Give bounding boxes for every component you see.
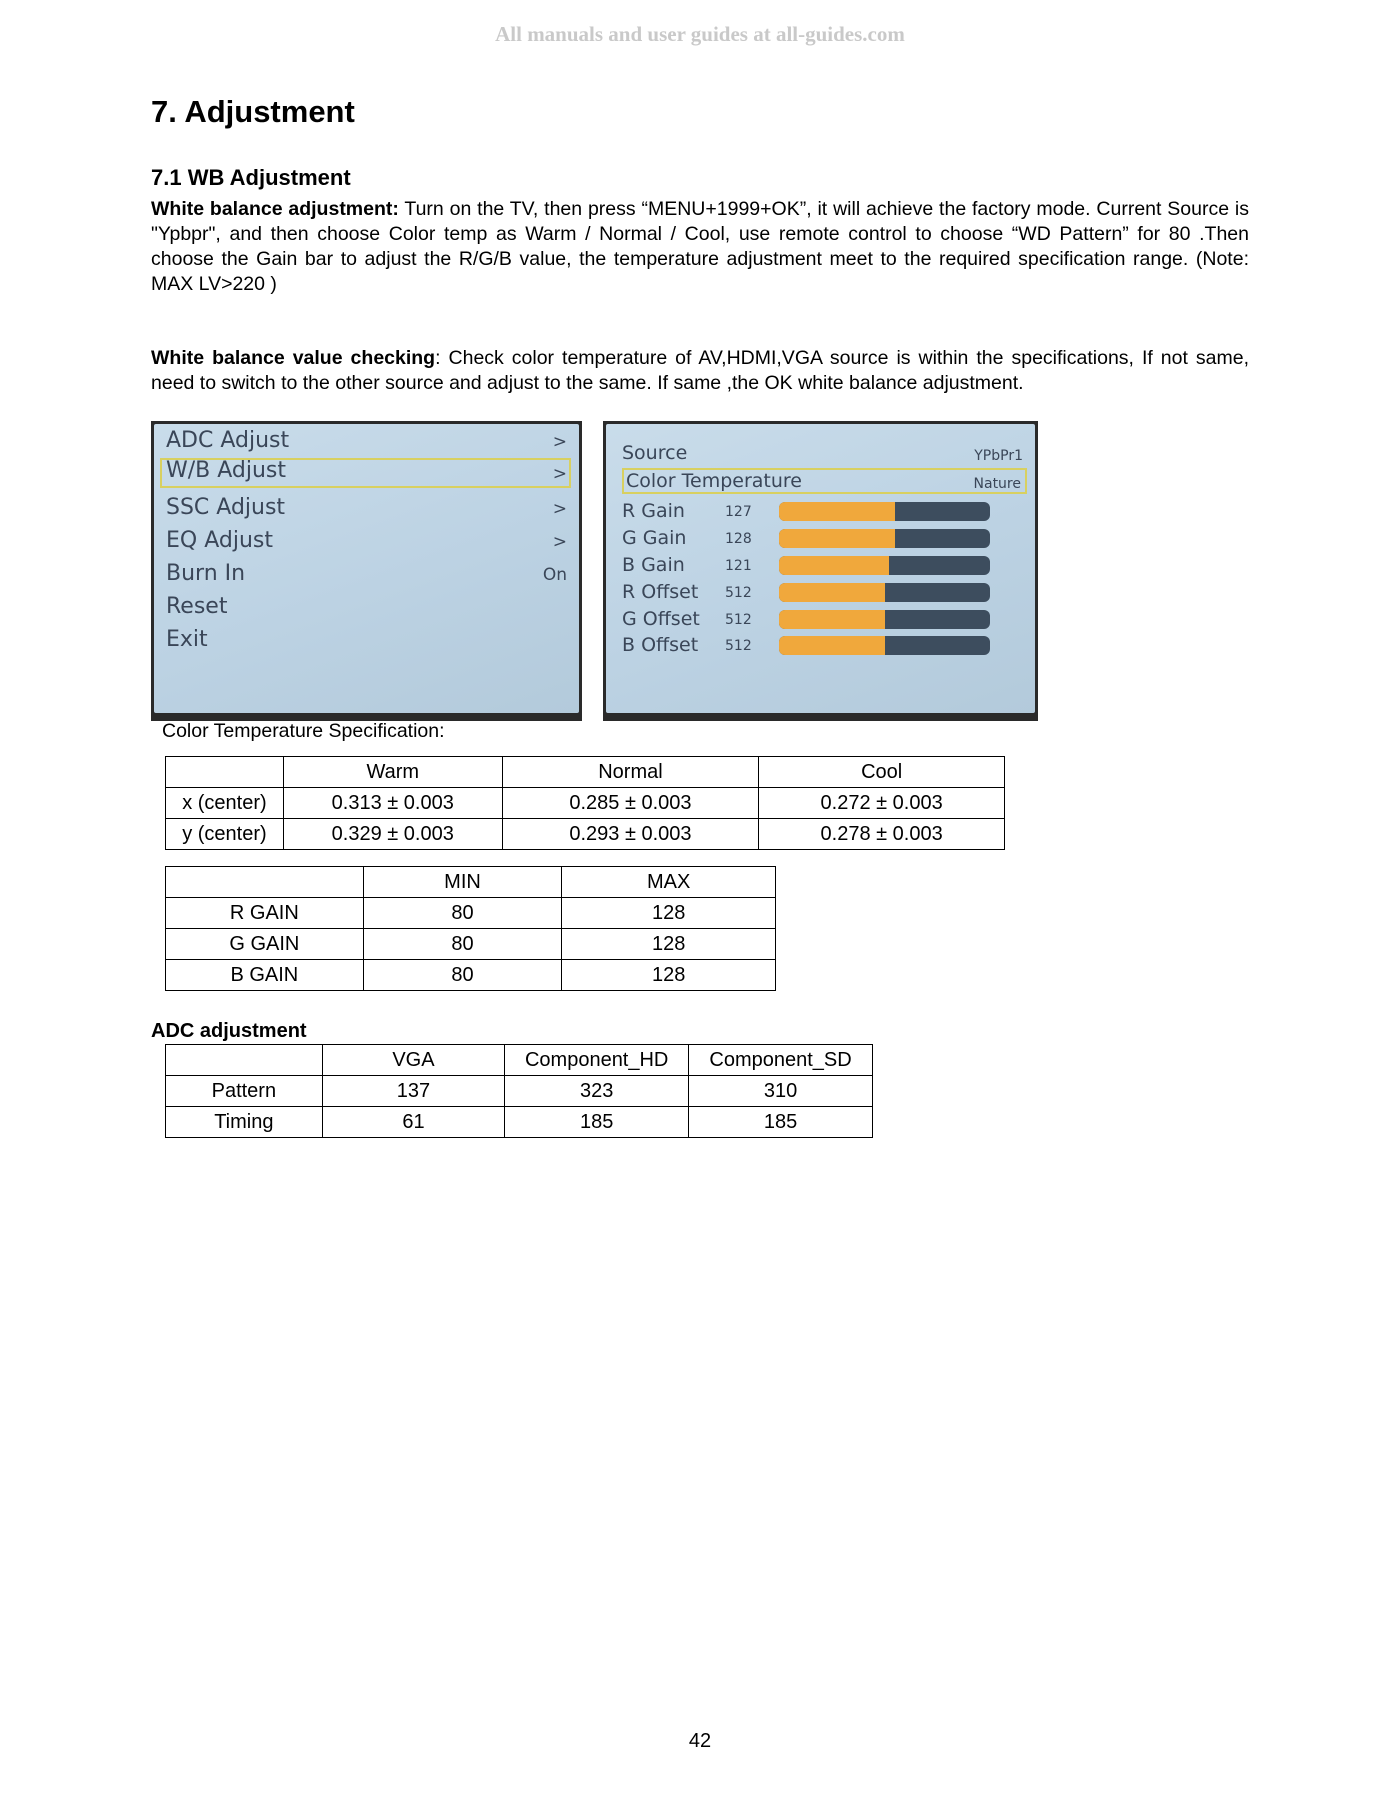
wb-row-bar <box>779 502 990 521</box>
wb-row-value: 512 <box>725 585 752 601</box>
wb-row-bar-fill <box>779 583 885 602</box>
factory-menu-screen <box>154 424 579 713</box>
table-cell: Timing <box>166 1107 323 1138</box>
wb-adjustment-text: Turn on the TV, then press “MENU+1999+OK”, it will achieve the factory mode. Current Source is "Ypbpr", and then choose Color temp as Warm / Normal / Cool, use remote control to choose “WD Pattern” for 80 .Then choose the Gain bar to adjust the R/G/B value, the temperature adjustment meet to the required specification range. (Note: MAX LV>220 ) <box>151 198 1249 295</box>
table-header-row <box>166 1045 873 1076</box>
menu-item-label: SSC Adjust <box>166 495 286 520</box>
table-cell: 61 <box>322 1107 505 1138</box>
menu-item-eq-adjust <box>162 528 569 558</box>
wb-source-value: YPbPr1 <box>974 448 1023 464</box>
wb-row-g-offset <box>622 606 1027 632</box>
table-header-row <box>166 757 1005 788</box>
wb-color-temp-value: Nature <box>973 476 1021 492</box>
table-cell: 128 <box>562 929 776 960</box>
table-header-cell: VGA <box>322 1045 505 1076</box>
table-cell: 137 <box>322 1076 505 1107</box>
table-cell: 0.329 ± 0.003 <box>283 819 502 850</box>
subsection-title: 7.1 WB Adjustment <box>151 165 351 190</box>
wb-row-bar <box>779 556 990 575</box>
table-header-cell: MIN <box>363 867 562 898</box>
wb-row-bar <box>779 583 990 602</box>
wb-row-value: 121 <box>725 558 752 574</box>
wb-adjustment-paragraph <box>151 197 1249 297</box>
wb-row-bar-fill <box>779 529 895 548</box>
table-header-cell: Component_SD <box>689 1045 873 1076</box>
table-cell <box>166 757 284 788</box>
watermark: All manuals and user guides at all-guides.com <box>495 22 905 46</box>
menu-item-ssc-adjust <box>162 495 569 525</box>
menu-item-label: Reset <box>166 594 228 619</box>
table-cell: 80 <box>363 898 562 929</box>
table-row <box>166 1107 873 1138</box>
gain-table <box>165 866 776 991</box>
table-cell: 310 <box>689 1076 873 1107</box>
table-cell: 128 <box>562 960 776 991</box>
page-number: 42 <box>688 1730 712 1752</box>
menu-item-label: Exit <box>166 627 208 652</box>
wb-row-label: G Offset <box>622 608 700 630</box>
wb-checking-paragraph <box>151 346 1249 396</box>
wb-row-bar <box>779 636 990 655</box>
wb-checking-lead: White balance value checking <box>151 347 436 369</box>
table-cell <box>166 1045 323 1076</box>
table-header-cell: Component_HD <box>505 1045 689 1076</box>
wb-row-label: R Offset <box>622 581 699 603</box>
table-cell: 80 <box>363 929 562 960</box>
table-row <box>166 1076 873 1107</box>
table-cell: 0.278 ± 0.003 <box>759 819 1005 850</box>
menu-item-reset <box>162 594 569 624</box>
wb-row-bar <box>779 529 990 548</box>
menu-item-value: > <box>552 432 567 452</box>
adc-adjustment-title: ADC adjustment <box>151 1020 307 1042</box>
wb-row-label: R Gain <box>622 500 685 522</box>
table-row <box>166 819 1005 850</box>
menu-item-label: W/B Adjust <box>166 458 287 483</box>
menu-item-exit <box>162 627 569 657</box>
wb-row-b-gain <box>622 552 1027 578</box>
factory-menu-photo <box>151 421 582 721</box>
wb-row-r-offset <box>622 579 1027 605</box>
menu-item-value: > <box>552 464 567 484</box>
table-cell: 0.285 ± 0.003 <box>502 788 759 819</box>
table-cell: G GAIN <box>166 929 364 960</box>
table-cell: 323 <box>505 1076 689 1107</box>
wb-color-temp-row <box>622 468 1027 494</box>
menu-item-value: > <box>552 532 567 552</box>
table-cell: x (center) <box>166 788 284 819</box>
table-cell: 128 <box>562 898 776 929</box>
table-cell <box>166 867 364 898</box>
wb-source-label: Source <box>622 442 688 464</box>
menu-item-wb-adjust <box>160 458 571 488</box>
table-header-cell: Cool <box>759 757 1005 788</box>
table-cell: 0.313 ± 0.003 <box>283 788 502 819</box>
menu-item-burn-in <box>162 561 569 591</box>
table-cell: 0.293 ± 0.003 <box>502 819 759 850</box>
table-cell: 185 <box>689 1107 873 1138</box>
wb-adjustment-lead: White balance adjustment: <box>151 198 399 220</box>
wb-row-value: 512 <box>725 612 752 628</box>
wb-row-bar-fill <box>779 556 889 575</box>
table-header-cell: Normal <box>502 757 759 788</box>
section-title: 7. Adjustment <box>151 94 355 129</box>
table-header-cell: Warm <box>283 757 502 788</box>
color-temp-spec-caption: Color Temperature Specification: <box>162 720 445 742</box>
color-temp-table <box>165 756 1005 850</box>
table-cell: 0.272 ± 0.003 <box>759 788 1005 819</box>
wb-row-label: G Gain <box>622 527 687 549</box>
wb-row-value: 128 <box>725 531 752 547</box>
wb-menu-screen <box>606 424 1035 713</box>
table-row <box>166 788 1005 819</box>
wb-row-r-gain <box>622 498 1027 524</box>
wb-checking-text: : Check color temperature of AV,HDMI,VGA source is within the specifications, If not same, need to switch to the other source and adjust to the same. If same ,the OK white balance adjustment. <box>151 347 1250 394</box>
table-header-row <box>166 867 776 898</box>
menu-item-value: > <box>552 499 567 519</box>
table-cell: 185 <box>505 1107 689 1138</box>
menu-item-label: Burn In <box>166 561 246 586</box>
wb-color-temp-label: Color Temperature <box>626 470 803 492</box>
wb-row-label: B Gain <box>622 554 685 576</box>
wb-source-row <box>622 440 1027 466</box>
table-cell: B GAIN <box>166 960 364 991</box>
table-cell: R GAIN <box>166 898 364 929</box>
wb-row-b-offset <box>622 632 1027 658</box>
wb-menu-photo <box>603 421 1038 721</box>
table-header-cell: MAX <box>562 867 776 898</box>
table-row <box>166 960 776 991</box>
table-cell: y (center) <box>166 819 284 850</box>
menu-item-label: EQ Adjust <box>166 528 273 553</box>
wb-row-g-gain <box>622 525 1027 551</box>
wb-row-bar-fill <box>779 636 885 655</box>
wb-row-value: 512 <box>725 638 752 654</box>
menu-item-value: On <box>542 565 567 585</box>
menu-item-label: ADC Adjust <box>166 428 290 453</box>
wb-row-bar-fill <box>779 610 885 629</box>
wb-row-bar <box>779 610 990 629</box>
table-cell: 80 <box>363 960 562 991</box>
table-row <box>166 929 776 960</box>
menu-item-adc-adjust <box>162 428 569 458</box>
wb-row-value: 127 <box>725 504 752 520</box>
table-cell: Pattern <box>166 1076 323 1107</box>
wb-row-label: B Offset <box>622 634 699 656</box>
adc-table <box>165 1044 873 1138</box>
table-row <box>166 898 776 929</box>
wb-row-bar-fill <box>779 502 895 521</box>
